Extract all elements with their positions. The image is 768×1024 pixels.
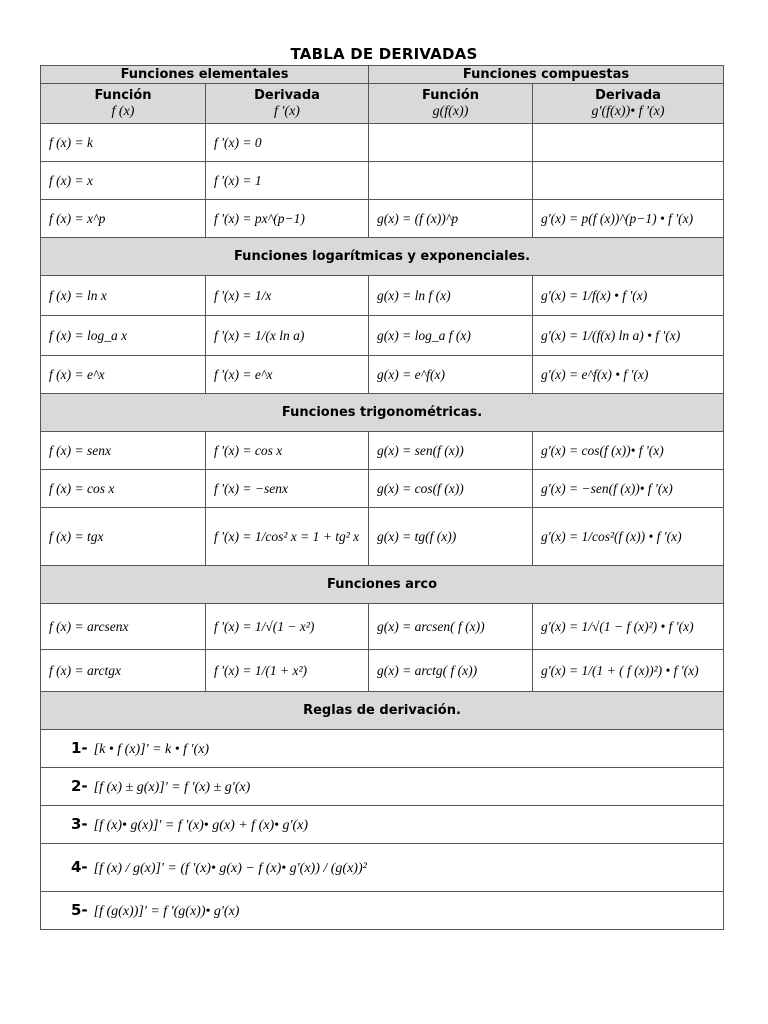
group-header-composite: Funciones compuestas <box>369 66 724 84</box>
composite-function-cell: g(x) = tg(f (x)) <box>369 508 533 566</box>
rule-number: 3- <box>71 815 88 833</box>
derivative-cell: f '(x) = 0 <box>206 124 369 162</box>
composite-derivative-cell: g'(x) = 1/(f(x) ln a) • f '(x) <box>533 316 724 356</box>
group-header-elementary: Funciones elementales <box>41 66 369 84</box>
derivative-cell: f '(x) = px^(p−1) <box>206 200 369 238</box>
derivatives-table <box>40 65 724 930</box>
derivative-cell: f '(x) = e^x <box>206 356 369 394</box>
section-title: Reglas de derivación. <box>41 692 724 730</box>
row-power <box>41 200 724 238</box>
function-cell: f (x) = log_a x <box>41 316 206 356</box>
row-cos <box>41 470 724 508</box>
composite-function-cell: g(x) = cos(f (x)) <box>369 470 533 508</box>
function-cell: f (x) = senx <box>41 432 206 470</box>
function-cell: f (x) = cos x <box>41 470 206 508</box>
section-title: Funciones arco <box>41 566 724 604</box>
function-cell: f (x) = x <box>41 162 206 200</box>
column-header-label: Derivada <box>254 87 320 103</box>
column-header-row <box>41 84 724 124</box>
composite-function-cell <box>369 162 533 200</box>
column-header-label: Función <box>421 87 480 103</box>
function-cell: f (x) = ln x <box>41 276 206 316</box>
rule-number: 5- <box>71 901 88 919</box>
rule-number: 1- <box>71 739 88 757</box>
column-header-label: Función <box>94 87 152 103</box>
composite-function-cell <box>369 124 533 162</box>
row-exp <box>41 356 724 394</box>
row-sin <box>41 432 724 470</box>
rule-cell <box>41 768 724 806</box>
section-trig <box>41 394 724 432</box>
composite-function-cell: g(x) = ln f (x) <box>369 276 533 316</box>
column-header-sub: f '(x) <box>274 103 300 119</box>
composite-derivative-cell: g'(x) = cos(f (x))• f '(x) <box>533 432 724 470</box>
row-ln <box>41 276 724 316</box>
rule-formula: [f (x) / g(x)]' = (f '(x)• g(x) − f (x)• g'(x)) / (g(x))² <box>93 861 367 876</box>
derivative-cell: f '(x) = 1/√(1 − x²) <box>206 604 369 650</box>
row-identity <box>41 162 724 200</box>
function-cell: f (x) = tgx <box>41 508 206 566</box>
composite-derivative-cell: g'(x) = −sen(f (x))• f '(x) <box>533 470 724 508</box>
column-header-label: Derivada <box>595 87 661 103</box>
derivative-cell: f '(x) = −senx <box>206 470 369 508</box>
row-log <box>41 316 724 356</box>
rule-formula: [f (x)• g(x)]' = f '(x)• g(x) + f (x)• g'(x) <box>93 818 309 833</box>
composite-function-cell: g(x) = (f (x))^p <box>369 200 533 238</box>
composite-derivative-cell <box>533 124 724 162</box>
rule-formula: [k • f (x)]' = k • f '(x) <box>93 742 210 757</box>
section-rules <box>41 692 724 730</box>
rule-row <box>41 844 724 892</box>
derivative-cell: f '(x) = cos x <box>206 432 369 470</box>
composite-derivative-cell <box>533 162 724 200</box>
rule-row <box>41 730 724 768</box>
rule-cell <box>41 892 724 930</box>
rule-row <box>41 768 724 806</box>
function-cell: f (x) = arctgx <box>41 650 206 692</box>
rule-row <box>41 892 724 930</box>
column-header-composite-function <box>369 84 533 124</box>
rule-formula: [f (x) ± g(x)]' = f '(x) ± g'(x) <box>93 780 251 795</box>
derivative-cell: f '(x) = 1/x <box>206 276 369 316</box>
row-constant <box>41 124 724 162</box>
rule-cell <box>41 730 724 768</box>
row-arcsin <box>41 604 724 650</box>
column-header-sub: f (x) <box>111 103 135 119</box>
function-cell: f (x) = k <box>41 124 206 162</box>
function-cell: f (x) = arcsenx <box>41 604 206 650</box>
composite-derivative-cell: g'(x) = 1/√(1 − f (x)²) • f '(x) <box>533 604 724 650</box>
derivative-cell: f '(x) = 1/(x ln a) <box>206 316 369 356</box>
page-title: TABLA DE DERIVADAS <box>290 45 478 63</box>
section-log-exp <box>41 238 724 276</box>
section-arc <box>41 566 724 604</box>
rule-cell <box>41 806 724 844</box>
function-cell: f (x) = x^p <box>41 200 206 238</box>
composite-derivative-cell: g'(x) = e^f(x) • f '(x) <box>533 356 724 394</box>
column-header-sub: g(f(x)) <box>432 103 469 119</box>
composite-derivative-cell: g'(x) = 1/cos²(f (x)) • f '(x) <box>533 508 724 566</box>
function-cell: f (x) = e^x <box>41 356 206 394</box>
composite-function-cell: g(x) = arcsen( f (x)) <box>369 604 533 650</box>
rule-row <box>41 806 724 844</box>
composite-function-cell: g(x) = e^f(x) <box>369 356 533 394</box>
row-arctan <box>41 650 724 692</box>
composite-derivative-cell: g'(x) = 1/f(x) • f '(x) <box>533 276 724 316</box>
derivative-cell: f '(x) = 1/cos² x = 1 + tg² x <box>206 508 369 566</box>
derivative-cell: f '(x) = 1 <box>206 162 369 200</box>
composite-derivative-cell: g'(x) = 1/(1 + ( f (x))²) • f '(x) <box>533 650 724 692</box>
column-header-composite-derivative <box>533 84 724 124</box>
derivative-cell: f '(x) = 1/(1 + x²) <box>206 650 369 692</box>
composite-function-cell: g(x) = log_a f (x) <box>369 316 533 356</box>
rule-cell <box>41 844 724 892</box>
column-header-derivative <box>206 84 369 124</box>
column-header-sub: g'(f(x))• f '(x) <box>591 103 665 119</box>
composite-function-cell: g(x) = sen(f (x)) <box>369 432 533 470</box>
rule-formula: [f (g(x))]' = f '(g(x))• g'(x) <box>93 904 240 919</box>
section-title: Funciones trigonométricas. <box>41 394 724 432</box>
composite-function-cell: g(x) = arctg( f (x)) <box>369 650 533 692</box>
row-tan <box>41 508 724 566</box>
group-header-row <box>41 66 724 84</box>
column-header-function <box>41 84 206 124</box>
rule-number: 2- <box>71 777 88 795</box>
section-title: Funciones logarítmicas y exponenciales. <box>41 238 724 276</box>
composite-derivative-cell: g'(x) = p(f (x))^(p−1) • f '(x) <box>533 200 724 238</box>
rule-number: 4- <box>71 858 88 876</box>
